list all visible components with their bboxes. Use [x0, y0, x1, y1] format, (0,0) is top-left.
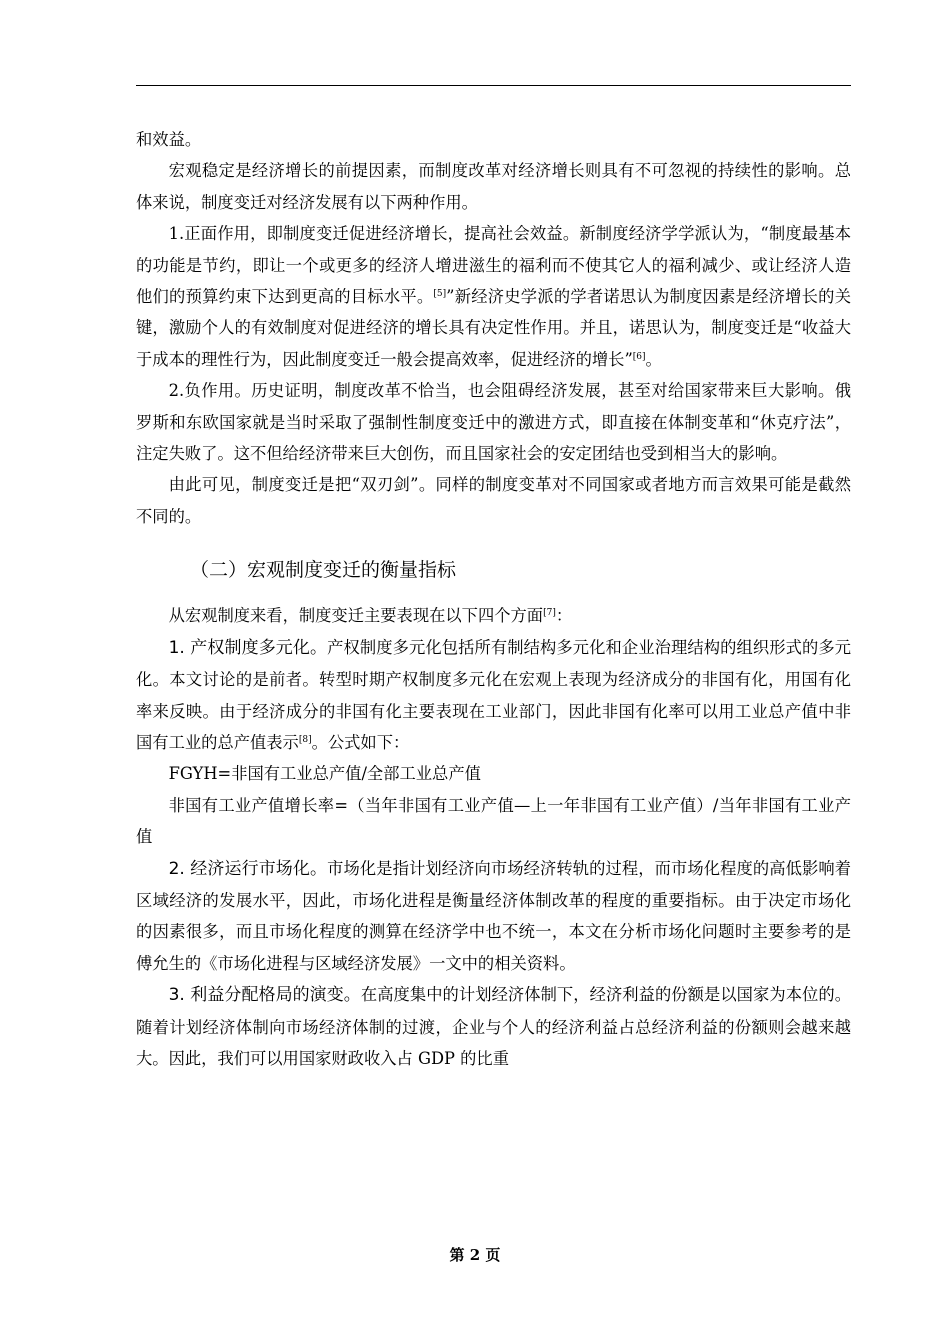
paragraph-item-3	[136, 979, 851, 1074]
positive-effect-text-3: 。	[645, 349, 662, 369]
item-3-label: 3. 利益分配格局的演变。	[168, 985, 361, 1006]
section-intro-text: 从宏观制度来看，制度变迁主要表现在以下四个方面	[168, 606, 544, 626]
item-3-text: 在高度集中的计划经济体制下，经济利益的份额是以国家为本位的。随着计划经济体制向市场经济体制的过渡，企业与个人的经济利益占总经济利益的份额则会越来越大。因此，我们可以用国家财政收入占 GDP 的比重	[136, 985, 851, 1068]
section-heading: （二）宏观制度变迁的衡量指标	[190, 559, 457, 582]
paragraph-item-1	[136, 632, 851, 759]
paragraph-negative-effect: 2.负作用。历史证明，制度改革不恰当，也会阻碍经济发展，甚至对给国家带来巨大影响。俄罗斯和东欧国家就是当时采取了强制性制度变迁中的激进方式，即直接在体制变革和“休克疗法”，注定失败了。这不但给经济带来巨大创伤，而且国家社会的安定团结也受到相当大的影响。	[136, 381, 851, 464]
positive-effect-text-2: ”新经济史学派的学者诺思认为制度因素是经济增长的关键，激励个人的有效制度对促进经济的增长具有决定性作用。并且，诺思认为，制度变迁是“收益大于成本的理性行为，因此制度变迁一般会提高效率，促进经济的增长”	[136, 287, 851, 369]
paragraph-double-edged: 由此可见，制度变迁是把“双刃剑”。同样的制度变革对不同国家或者地方而言效果可能是截然不同的。	[136, 475, 851, 526]
formula-growth-rate: 非国有工业产值增长率=（当年非国有工业产值—上一年非国有工业产值）/当年非国有工业产值	[136, 795, 851, 847]
header-rule	[136, 85, 851, 86]
item-1-text-2: 。公式如下：	[311, 732, 410, 752]
page-body	[136, 124, 851, 1074]
citation-6: [6]	[632, 351, 646, 362]
item-2-label: 2. 经济运行市场化。	[168, 858, 328, 879]
paragraph-macro-stability: 宏观稳定是经济增长的前提因素，而制度改革对经济增长则具有不可忽视的持续性的影响。总体来说，制度变迁对经济发展有以下两种作用。	[136, 161, 851, 212]
page-number: 第 2 页	[449, 1246, 501, 1264]
item-2-text: 市场化是指计划经济向市场经济转轨的过程，而市场化程度的高低影响着区域经济的发展水平，因此，市场化进程是衡量经济体制改革的程度的重要指标。由于决定市场化的因素很多，而且市场化程度的测算在经济学中也不统一，本文在分析市场化问题时主要参考的是傅允生的《市场化进程与区域经济发展》一文中的相关资料。	[136, 858, 852, 973]
paragraph-item-2	[136, 853, 851, 980]
section-intro-colon: ：	[555, 606, 573, 626]
item-1-text: 产权制度多元化包括所有制结构多元化和企业治理结构的组织形式的多元化。本文讨论的是前者。转型时期产权制度多元化在宏观上表现为经济成分的非国有化，用国有化率来反映。由于经济成分的非国有化主要表现在工业部门，因此非国有化率可以用工业总产值中非国有工业的总产值表示	[136, 637, 852, 752]
paragraph-continuation: 和效益。	[136, 130, 202, 149]
paragraph-positive-effect	[136, 218, 851, 375]
citation-7: [7]	[543, 608, 556, 619]
paragraph-section-intro	[136, 600, 851, 631]
item-1-label: 1. 产权制度多元化。	[168, 637, 328, 658]
formula-fgyh: FGYH=非国有工业总产值/全部工业总产值	[168, 764, 481, 784]
citation-8: [8]	[298, 734, 312, 745]
positive-effect-text: 1.正面作用，即制度变迁促进经济增长，提高社会效益。新制度经济学学派认为，“制度最基本的功能是节约，即让一个或更多的经济人增进滋生的福利而不使其它人的福利减少、或让经济人造他们的预算约束下达到更高的目标水平。	[136, 224, 851, 307]
citation-5: [5]	[433, 289, 447, 300]
